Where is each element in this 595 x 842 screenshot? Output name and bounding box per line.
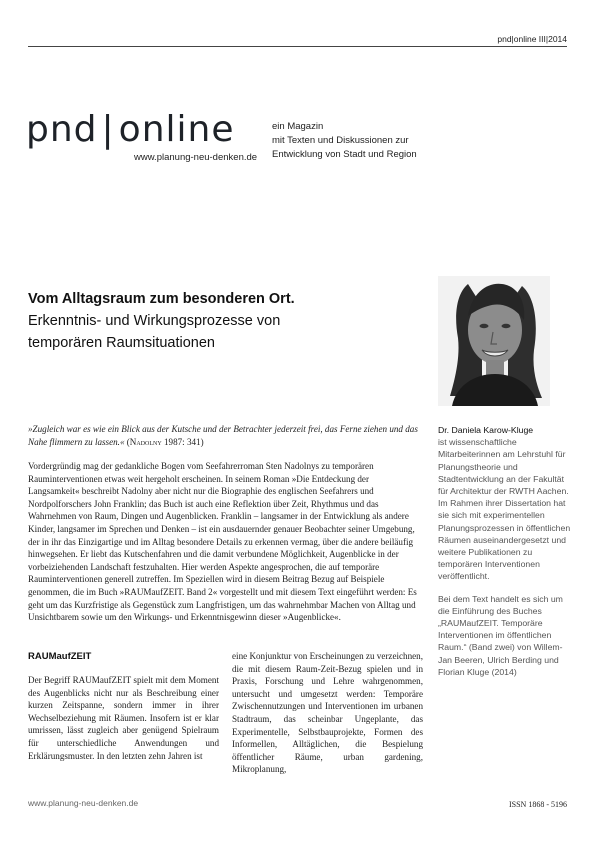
tagline-line-1: ein Magazin [272,121,324,132]
magazine-tagline [272,120,417,162]
quote-citation: (Nadolny 1987: 341) [126,436,204,447]
section-heading: RAUMaufZEIT [28,651,92,662]
author-photo [438,276,550,406]
body-column-2: eine Konjunktur von Erscheinungen zu verzeichnen, die mit diesem Raum-Zeit-Bezug spielen und in Praxis, Forschung und Lehre wahrgenommen, untersucht und umgesetzt werden: Temporäre Zwischennutzungen und Interventionen im urbanen Stadtraum, das scheinbar Ungeplante, das Experimentelle, Selbstbauprojekte, Formen des Informellen, Alltäglichen, die Bespielung öffentlicher Räume, urban gardening, Mikroplanung, [232,651,423,775]
intro-paragraph: Vordergründig mag der gedankliche Bogen vom Seefahrerroman Sten Nadolnys zu temporären Rauminterventionen etwas weit hergeholt erscheinen. In seinem Roman »Die Entdeckung der Langsamkeit« beschreibt Nadolny aber nicht nur die Biographie des englischen Seefahrers und Nordpolforschers John Franklin; das Buch ist auch eine Reflektion über Zeit, Rhythmus und das Wahrnehmen von Raum, Dingen und Augenblicken. Franklin – langsamer in der Entwicklung als andere Kinder, langsamer im Sprechen und Denken – ist ein ausdauernder genauer Beobachter seiner Umgebung, der in ihr das Einzigartige und im Alltag besondere Details zu erkennen vermag, über die andere beiläufig hinwegsehen. Er liebt das Kutschenfahren und die damit verbundene Möglichkeit, Augenblicke in der vorbeiziehenden Landschaft festzuhalten. Hier werden Aspekte angesprochen, die auf temporäre Rauminterventionen generell zutreffen. Im Speziellen wird in diesem Beitrag Bezug auf Beispiele genommen, die im Buch »RAUMaufZEIT. Band 2« vorgestellt und mit diesem Text eingeführt werden: Es geht um das Kurzfristige als Gegenstück zum Langfristigen, um das wahrnehmbar Machen von Alltag und Unsichtbarem sowie um den Wirkungs- und Erkenntnisgewinn dieser »Augenblicke«. [28,461,417,623]
article-title: Vom Alltagsraum zum besonderen Ort. [28,291,295,307]
article-subtitle-line-1: Erkenntnis- und Wirkungsprozesse von [28,313,281,329]
magazine-logo [26,108,234,152]
author-name: Dr. Daniela Karow-Kluge [438,425,534,435]
tagline-line-3: Entwicklung von Stadt und Region [272,149,417,160]
logo-url[interactable]: www.planung-neu-denken.de [134,152,258,163]
article-title-block [28,288,408,354]
header-rule [28,46,567,47]
issue-label: pnd|online III|2014 [497,34,567,44]
logo-separator: | [101,109,115,150]
author-sidebar [438,424,572,688]
author-bio: ist wissenschaftliche Mitarbeiterinnen am Lehrstuhl für Planungstheorie und Stadtentwicklung an der Fakultät für Architektur der RWTH Aachen. Im Rahmen ihrer Dissertation hat sie sich mit experimentellen Planungsprozessen in öffentlichen Räumen auseinandergesetzt und weitere Publikationen zu temporären Interventionen veröffentlicht. [438,437,571,582]
logo-part-pnd: pnd [26,109,98,150]
author-portrait-image [438,276,550,406]
source-note: Bei dem Text handelt es sich um die Einführung des Buches „RAUMaufZEIT. Temporäre Interventionen im öffentlichen Raum.“ (Band zwei) von Willem-Jan Beeren, Ulrich Berding und Florian Kluge (2014) [438,593,563,677]
article-subtitle-line-2: temporären Raumsituationen [28,335,215,351]
tagline-line-2: mit Texten und Diskussionen zur [272,135,409,146]
article-quote [28,423,420,448]
footer-issn: ISSN 1868 - 5196 [508,800,567,809]
logo-part-online: online [118,109,235,150]
body-column-1: Der Begriff RAUMaufZEIT spielt mit dem Moment des Augenblicks nicht nur als Beschreibung einer kurzen Zeitspanne, sondern immer in ihrer Wechselbeziehung mit Räumen. Insofern ist er klar umrissen, lässt zugleich aber genügend Spielraum für unterschiedliche Anwendungen und Erklärungsmuster. In den letzten zehn Jahren ist [28,675,219,761]
quote-text: »Zugleich war es wie ein Blick aus der Kutsche und der Betrachter jederzeit frei, das Ferne ziehen und das Nahe flimmern zu lassen.« [28,424,418,447]
footer-url[interactable]: www.planung-neu-denken.de [28,798,139,808]
